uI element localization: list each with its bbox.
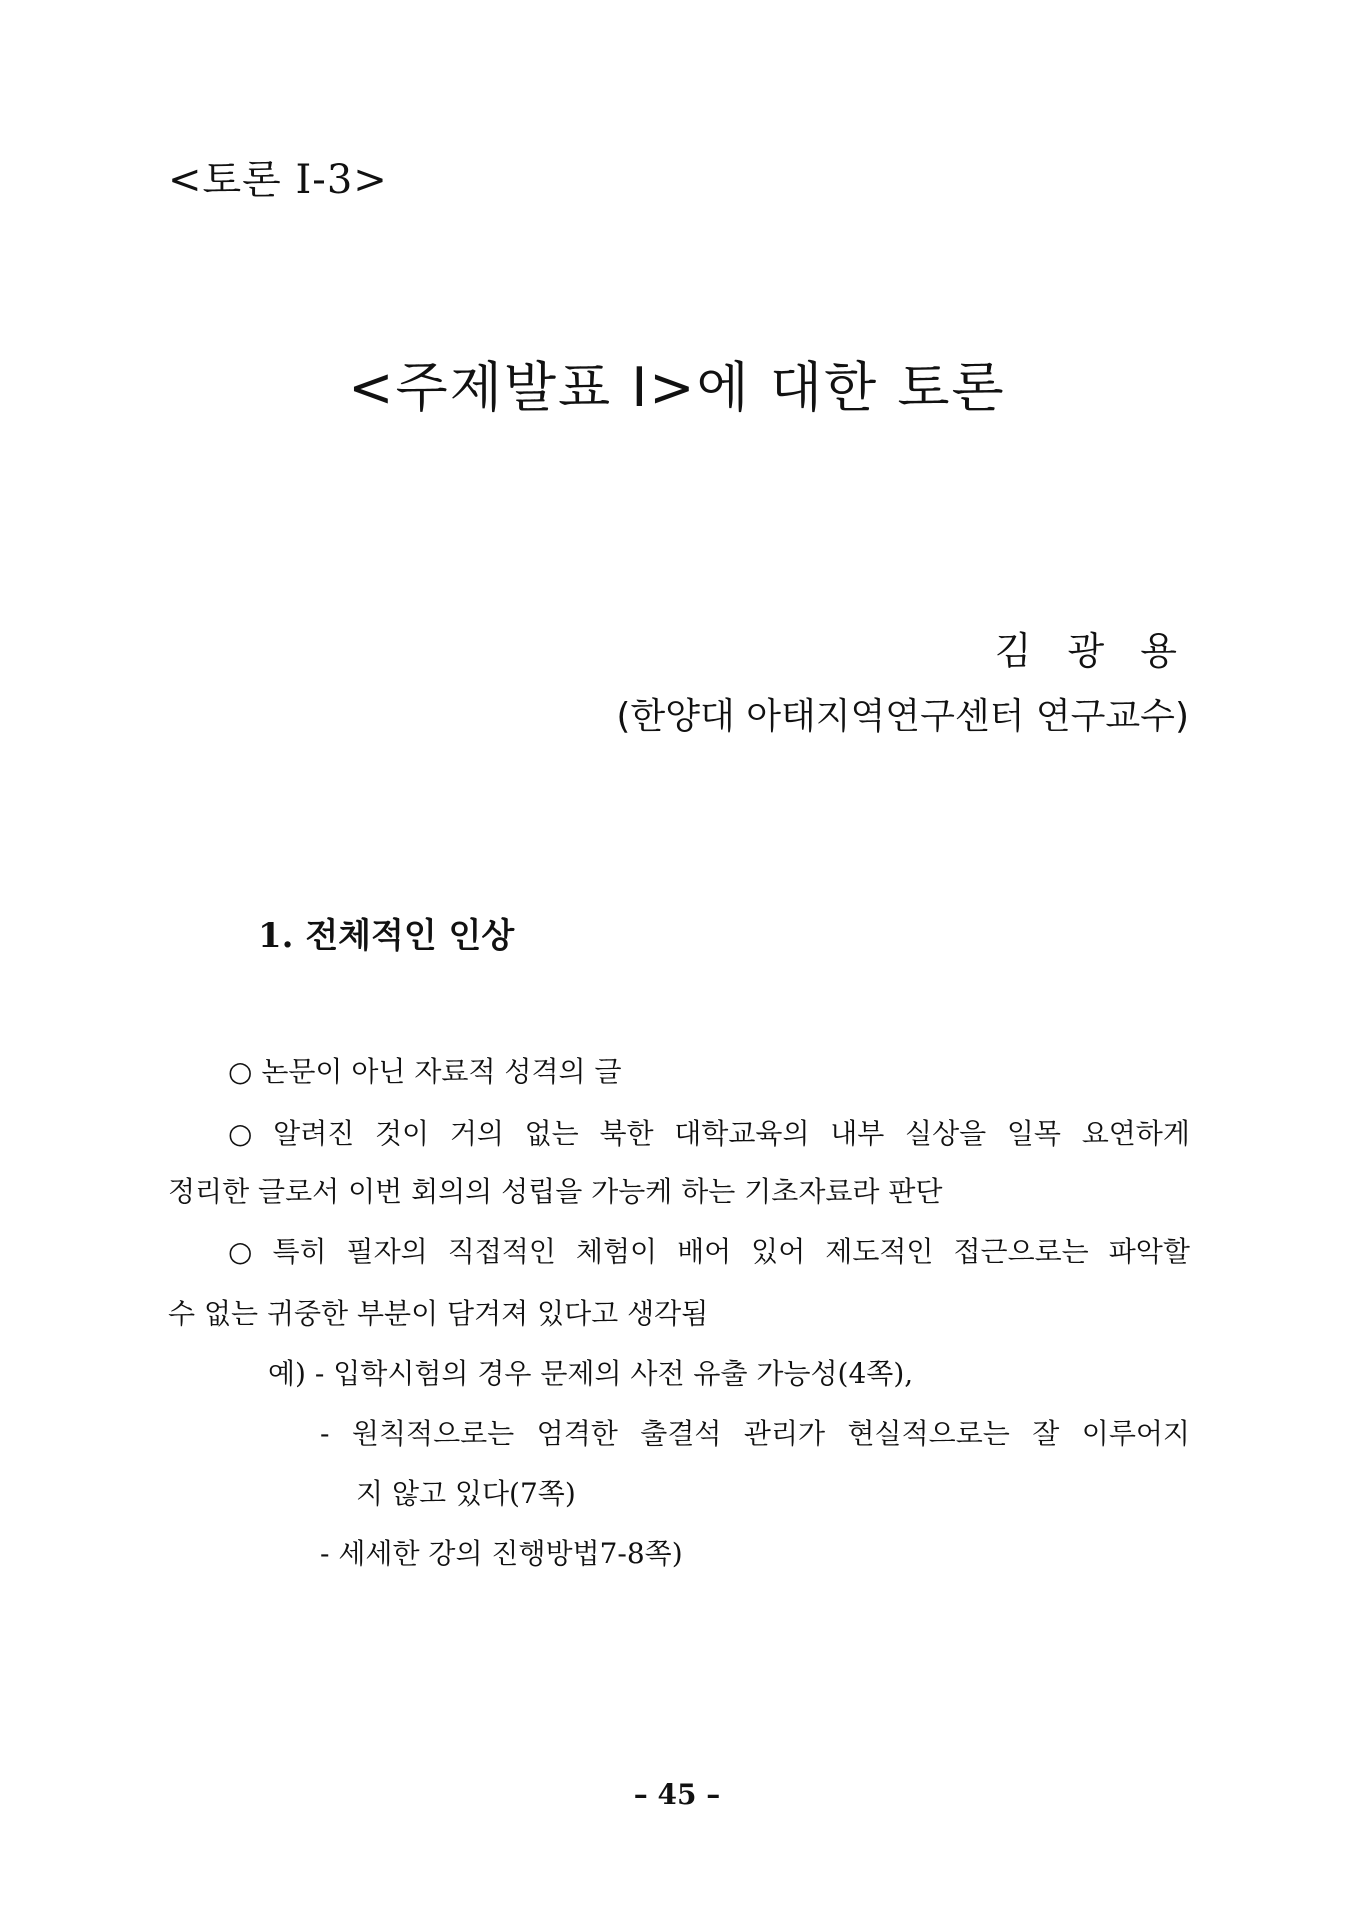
word: 엄격한 [536,1417,618,1450]
page-number: – 45 – [633,1778,721,1811]
author-name: 김 광 용 [994,629,1189,673]
bullet-item-2-line-1 [228,1117,1190,1151]
author-affiliation: (한양대 아태지역연구센터 연구교수) [616,696,1189,737]
word: 원칙적으로는 [351,1417,515,1450]
word: 거의 [449,1117,504,1150]
word: 북한 [599,1117,654,1150]
word: - [320,1417,330,1450]
example-item-3: - 세세한 강의 진행방법7-8쪽) [320,1537,683,1570]
word: 내부 [830,1117,885,1150]
word: 알려진 [273,1117,355,1150]
word: 잘 [1032,1417,1060,1450]
word: 필자의 [346,1235,428,1268]
word: 실상을 [905,1117,987,1150]
word: 특히 [272,1235,327,1268]
word: 파악할 [1108,1235,1190,1268]
word: 대학교육의 [674,1117,810,1150]
session-label: <토론 Ⅰ-3> [168,157,388,203]
word: 직접적인 [447,1235,556,1268]
word: 현실적으로는 [847,1417,1010,1450]
word: 요연하게 [1081,1117,1190,1150]
word: 관리가 [743,1417,826,1450]
example-item-1: 예) - 입학시험의 경우 문제의 사전 유출 가능성(4쪽), [268,1357,914,1390]
bullet-item-2-line-2: 정리한 글로서 이번 회의의 성립을 가능케 하는 기초자료라 판단 [168,1175,943,1208]
word: ○ [228,1117,253,1150]
section-heading: 1. 전체적인 인상 [258,916,515,956]
word: 이루어지 [1081,1417,1190,1450]
bullet-item-3-line-1 [228,1235,1190,1269]
word: ○ [228,1235,253,1268]
example-item-2-line-2: 지 않고 있다(7쪽) [356,1477,576,1510]
word: 체험이 [575,1235,658,1268]
bullet-item-3-line-2: 수 없는 귀중한 부분이 담겨져 있다고 생각됨 [168,1297,709,1330]
word: 일목 [1006,1117,1061,1150]
example-item-2-line-1 [320,1417,1190,1451]
bullet-item-1: ○ 논문이 아닌 자료적 성격의 글 [228,1055,622,1088]
page-title: <주제발표 Ⅰ>에 대한 토론 [348,356,1006,419]
word: 배어 [677,1235,732,1268]
word: 없는 [524,1117,579,1150]
word: 출결석 [640,1417,722,1450]
word: 접근으로는 [953,1235,1089,1268]
word: 있어 [751,1235,806,1268]
word: 제도적인 [825,1235,934,1268]
word: 것이 [375,1117,430,1150]
